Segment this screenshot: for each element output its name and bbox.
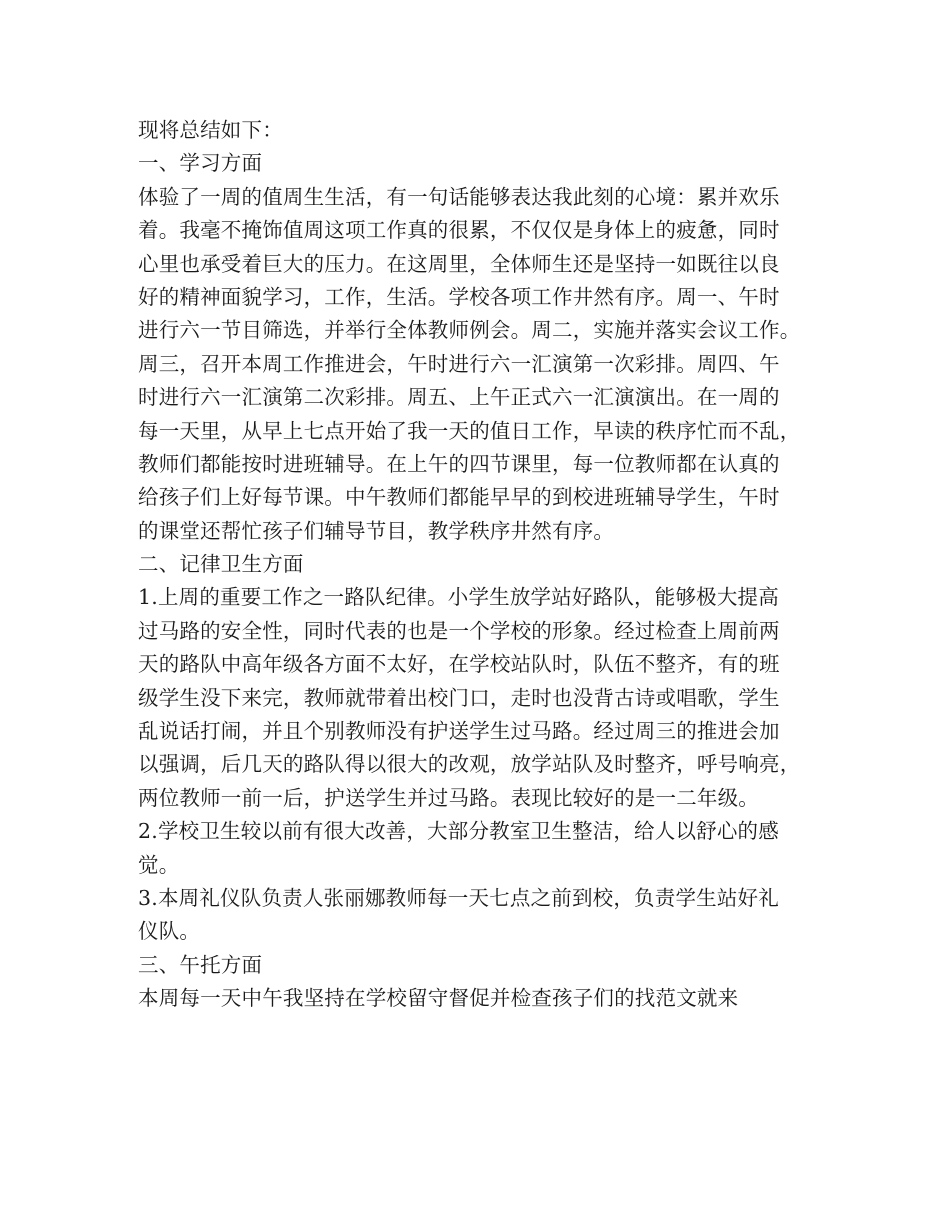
paragraph-line: 本周每一天中午我坚持在学校留守督促并检查孩子们的找范文就来 [138, 986, 739, 1011]
paragraph-line: 周三，召开本周工作推进会，午时进行六一汇演第一次彩排。周四、午 [138, 351, 780, 376]
paragraph-line: 以强调，后几天的路队得以很大的改观，放学站队及时整齐，呼号响亮， [138, 752, 801, 777]
paragraph-line: 体验了一周的值周生生活，有一句话能够表达我此刻的心境：累并欢乐 [138, 184, 780, 209]
section-heading-study: 一、学习方面 [138, 151, 263, 176]
paragraph-line: 时进行六一汇演第二次彩排。周五、上午正式六一汇演演出。在一周的 [138, 385, 780, 410]
paragraph-line: 进行六一节目筛选，并举行全体教师例会。周二，实施并落实会议工作。 [138, 318, 801, 343]
list-item-line: 3.本周礼仪队负责人张丽娜教师每一天七点之前到校，负责学生站好礼 [138, 885, 779, 910]
paragraph-line: 觉。 [138, 852, 180, 877]
paragraph-line: 好的精神面貌学习，工作，生活。学校各项工作井然有序。周一、午时 [138, 284, 780, 309]
paragraph-line: 仪队。 [138, 919, 201, 944]
paragraph-line: 天的路队中高年级各方面不太好，在学校站队时，队伍不整齐，有的班 [138, 652, 780, 677]
list-item-line: 1.上周的重要工作之一路队纪律。小学生放学站好路队，能够极大提高 [138, 585, 779, 610]
document-body [138, 114, 828, 1016]
paragraph-line: 心里也承受着巨大的压力。在这周里，全体师生还是坚持一如既往以良 [138, 251, 780, 276]
paragraph-line: 乱说话打闹，并且个别教师没有护送学生过马路。经过周三的推进会加 [138, 719, 780, 744]
paragraph-line: 两位教师一前一后，护送学生并过马路。表现比较好的是一二年级。 [138, 785, 759, 810]
list-item-line: 2.学校卫生较以前有很大改善，大部分教室卫生整洁，给人以舒心的感 [138, 819, 779, 844]
section-heading-discipline: 二、记律卫生方面 [138, 552, 304, 577]
paragraph-line: 教师们都能按时进班辅导。在上午的四节课里，每一位教师都在认真的 [138, 451, 780, 476]
paragraph-line: 级学生没下来完，教师就带着出校门口，走时也没背古诗或唱歌，学生 [138, 685, 780, 710]
section-heading-lunch-care: 三、午托方面 [138, 952, 263, 977]
paragraph-line: 的课堂还帮忙孩子们辅导节目，教学秩序井然有序。 [138, 518, 615, 543]
paragraph-line: 给孩子们上好每节课。中午教师们都能早早的到校进班辅导学生，午时 [138, 485, 780, 510]
paragraph-line: 过马路的安全性，同时代表的也是一个学校的形象。经过检查上周前两 [138, 618, 780, 643]
paragraph-line: 每一天里，从早上七点开始了我一天的值日工作，早读的秩序忙而不乱， [138, 418, 801, 443]
intro-line: 现将总结如下： [138, 118, 283, 142]
paragraph-line: 着。我毫不掩饰值周这项工作真的很累，不仅仅是身体上的疲惫，同时 [138, 218, 780, 243]
